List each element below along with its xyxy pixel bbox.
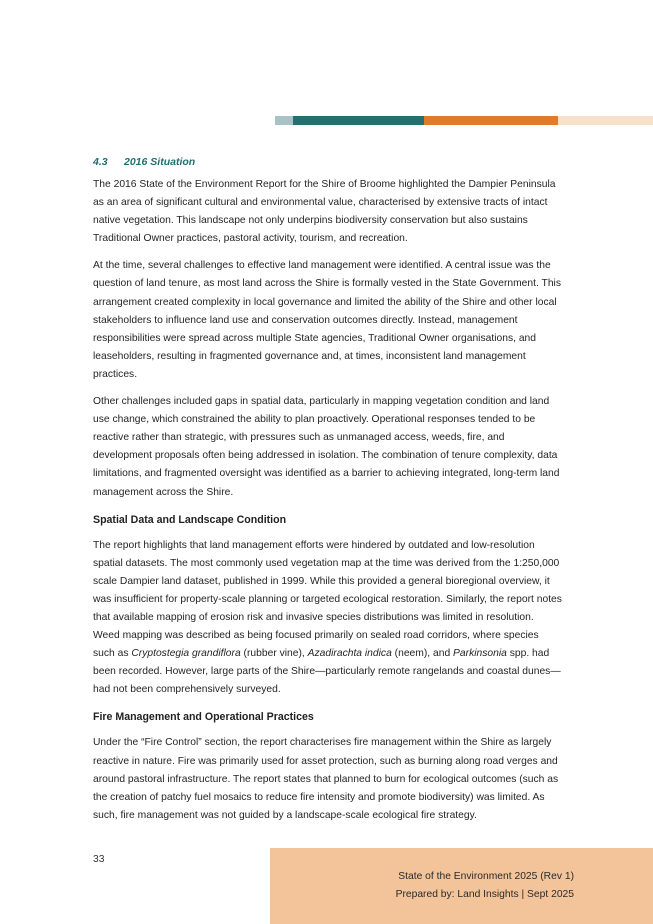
text-run: The report highlights that land management efforts were hindered by outdated and low-resolution spatial datasets. The most commonly used vegetation map at the time was derived from the 1:250,000 scale Dampier land dataset, published in 1999. While this provided a general bioregional overview, it was insufficient for property-scale planning or targeted ecological restoration. Similarly, the report notes that available mapping of erosion risk and invasive species distributions was limited in resolution. Weed mapping was described as being focused primarily on sealed road corridors, where species such as	[93, 539, 562, 660]
color-bar-segment	[424, 116, 558, 125]
species-name: Cryptostegia grandiflora	[131, 648, 241, 660]
paragraph-intro: The 2016 State of the Environment Report for the Shire of Broome highlighted the Dampier Peninsula as an area of significant cultural and environmental value, characterised by extensive tracts of intact native vegetation. This landscape not only underpins biodiversity conservation but also sustains Traditional Owner practices, pastoral activity, tourism, and recreation.	[93, 179, 556, 245]
paragraph-spatial-data	[93, 537, 563, 700]
text-run: (neem), and	[391, 648, 454, 660]
footer-report-title: State of the Environment 2025 (Rev 1)	[398, 871, 574, 882]
page-number: 33	[93, 854, 105, 865]
species-name: Parkinsonia	[453, 648, 507, 660]
text-run: spp. had been recorded. However, large parts of the Shire—particularly remote rangelands and coastal dunes—had not been comprehensively surveyed.	[93, 648, 561, 696]
subheading-fire-management: Fire Management and Operational Practices	[93, 711, 314, 724]
paragraph-challenges: Other challenges included gaps in spatial data, particularly in mapping vegetation condition and land use change, which constrained the ability to plan proactively. Operational responses tended to be reactive rather than strategic, with pressures such as unmanaged access, weeds, fire, and development proposals often being addressed in isolation. The combination of tenure complexity, data limitations, and fragmented oversight was identified as a barrier to achieving integrated, long-term land management across the Shire.	[93, 396, 560, 498]
section-heading	[93, 154, 563, 170]
page-content	[93, 154, 563, 834]
footer-text	[396, 868, 574, 904]
section-number: 4.3	[93, 156, 108, 168]
subheading-spatial-data: Spatial Data and Landscape Condition	[93, 513, 287, 526]
color-bar-segment	[558, 116, 653, 125]
color-bar-segment	[275, 116, 293, 125]
header-color-bar	[275, 116, 653, 125]
text-run: (rubber vine),	[240, 648, 308, 660]
paragraph-fire-management: Under the “Fire Control” section, the report characterises fire management within the Shire as largely reactive in nature. Fire was primarily used for asset protection, such as burning along road verges and around pastoral infrastructure. The report states that planned to burn for ecological outcomes (such as the creation of patchy fuel mosaics to reduce fire intensity and promote biodiversity) was limited. As such, fire management was not guided by a landscape-scale ecological fire strategy.	[93, 737, 559, 821]
section-title: 2016 Situation	[124, 156, 196, 168]
color-bar-segment	[293, 116, 424, 125]
footer-panel	[270, 848, 653, 924]
paragraph-tenure: At the time, several challenges to effective land management were identified. A central issue was the question of land tenure, as most land across the Shire is formally vested in the State Government. This arrangement created complexity in local governance and limited the ability of the Shire and other local stakeholders to influence land use and conservation outcomes directly. Instead, management responsibilities were spread across multiple State agencies, Traditional Owner organisations, and leaseholders, resulting in fragmented governance and, at times, inconsistent land management practices.	[93, 260, 561, 380]
species-name: Azadirachta indica	[307, 648, 392, 660]
footer-prepared-by: Prepared by: Land Insights | Sept 2025	[395, 889, 574, 900]
